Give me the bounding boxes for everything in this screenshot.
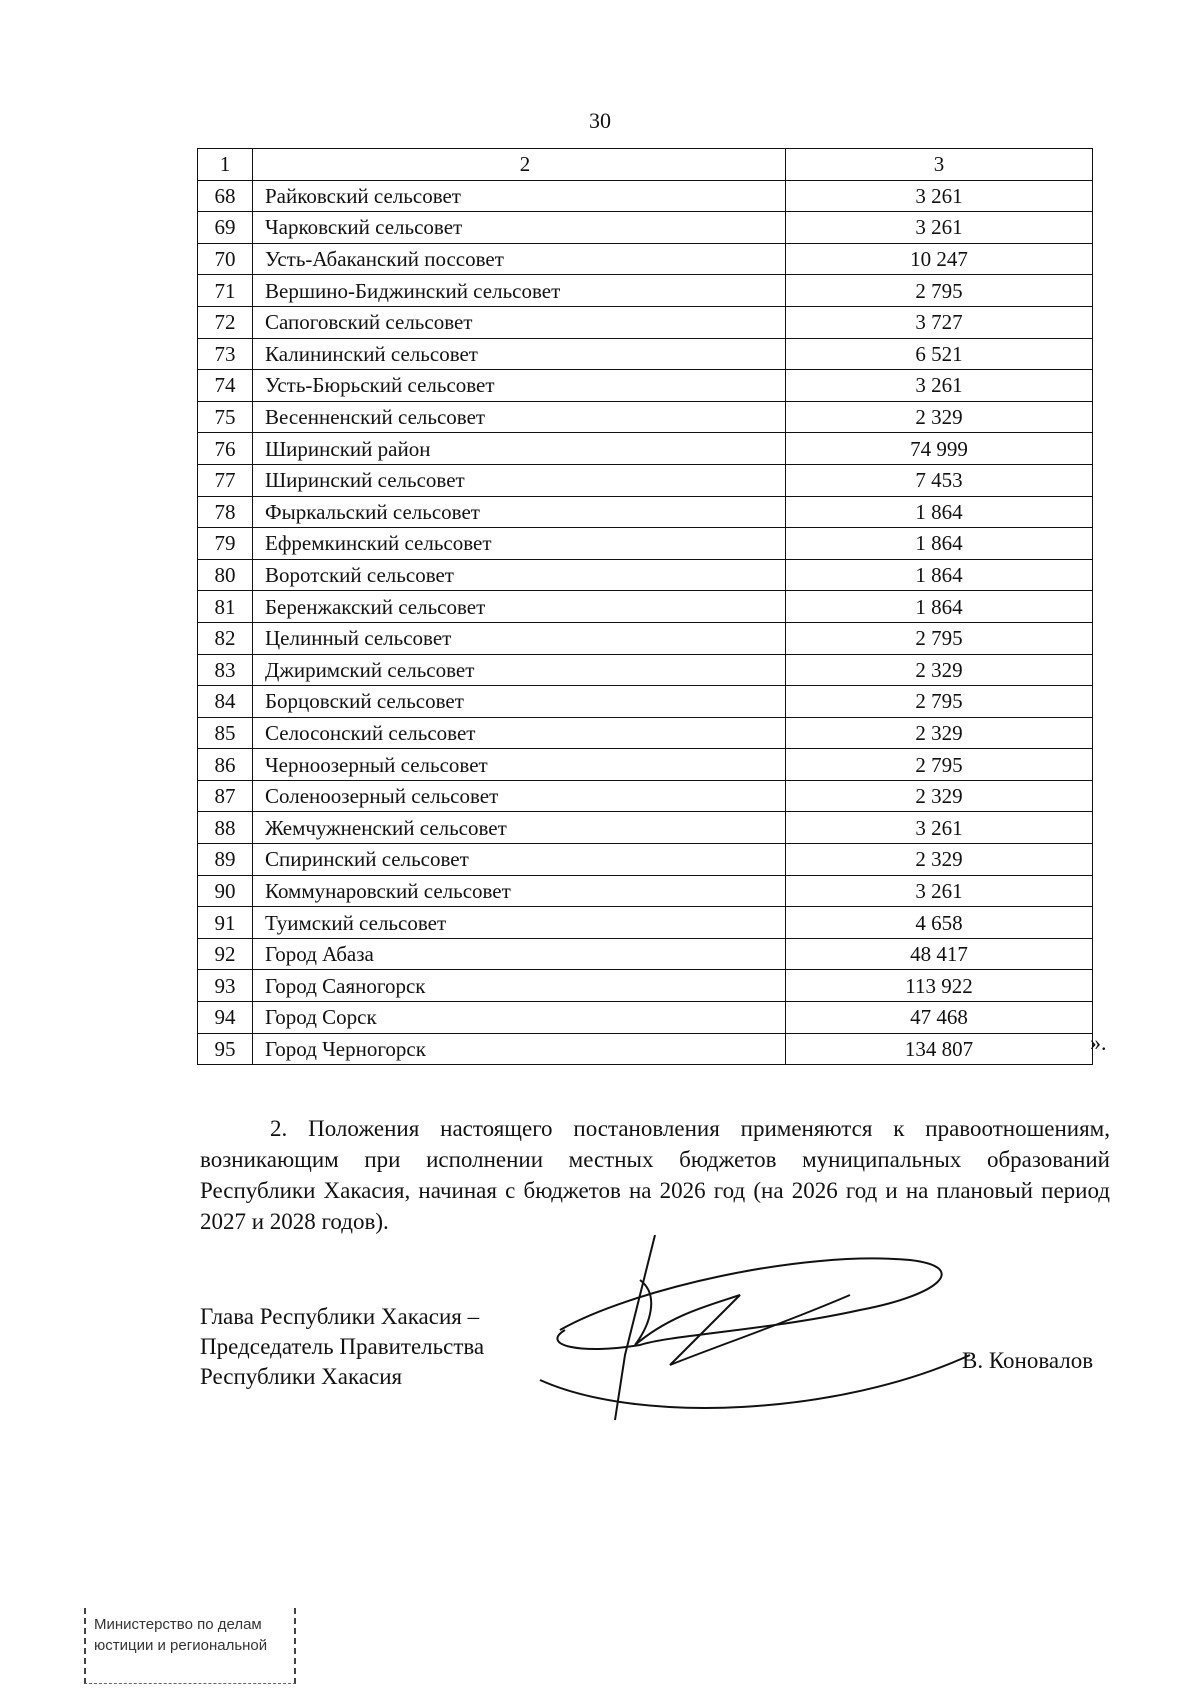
row-value: 113 922 (786, 970, 1093, 1002)
table-row (198, 243, 1093, 275)
row-number: 74 (198, 370, 253, 402)
header-col-2: 2 (253, 149, 786, 181)
table-row (198, 275, 1093, 307)
row-name: Черноозерный сельсовет (253, 749, 786, 781)
row-number: 94 (198, 1002, 253, 1034)
row-name: Ширинский сельсовет (253, 464, 786, 496)
row-number: 86 (198, 749, 253, 781)
row-name: Селосонский сельсовет (253, 717, 786, 749)
table-row (198, 844, 1093, 876)
table-row (198, 306, 1093, 338)
row-number: 95 (198, 1033, 253, 1065)
row-number: 76 (198, 433, 253, 465)
row-value: 2 329 (786, 401, 1093, 433)
row-name: Туимский сельсовет (253, 907, 786, 939)
row-name: Город Черногорск (253, 1033, 786, 1065)
row-name: Город Абаза (253, 938, 786, 970)
header-col-1: 1 (198, 149, 253, 181)
row-number: 79 (198, 528, 253, 560)
row-number: 83 (198, 654, 253, 686)
table-row (198, 1033, 1093, 1065)
table-row (198, 780, 1093, 812)
table-row (198, 875, 1093, 907)
row-number: 75 (198, 401, 253, 433)
row-name: Калининский сельсовет (253, 338, 786, 370)
table-row (198, 528, 1093, 560)
row-number: 77 (198, 464, 253, 496)
row-name: Сапоговский сельсовет (253, 306, 786, 338)
row-value: 47 468 (786, 1002, 1093, 1034)
row-value: 7 453 (786, 464, 1093, 496)
table-row (198, 212, 1093, 244)
row-value: 134 807 (786, 1033, 1093, 1065)
table-row (198, 591, 1093, 623)
row-number: 68 (198, 180, 253, 212)
row-name: Ширинский район (253, 433, 786, 465)
table-row (198, 749, 1093, 781)
row-number: 80 (198, 559, 253, 591)
row-number: 92 (198, 938, 253, 970)
signatory-title (200, 1302, 484, 1392)
table-row (198, 401, 1093, 433)
row-number: 78 (198, 496, 253, 528)
table-row (198, 464, 1093, 496)
row-name: Город Саяногорск (253, 970, 786, 1002)
row-name: Город Сорск (253, 1002, 786, 1034)
row-number: 70 (198, 243, 253, 275)
row-value: 48 417 (786, 938, 1093, 970)
row-number: 87 (198, 780, 253, 812)
row-value: 2 795 (786, 749, 1093, 781)
row-number: 82 (198, 622, 253, 654)
row-number: 88 (198, 812, 253, 844)
table-row (198, 338, 1093, 370)
row-name: Фыркальский сельсовет (253, 496, 786, 528)
row-number: 69 (198, 212, 253, 244)
table-header-row (198, 149, 1093, 181)
page-number: 30 (589, 108, 611, 133)
table-row (198, 717, 1093, 749)
row-value: 3 261 (786, 180, 1093, 212)
row-number: 73 (198, 338, 253, 370)
row-number: 85 (198, 717, 253, 749)
row-name: Ефремкинский сельсовет (253, 528, 786, 560)
table-row (198, 970, 1093, 1002)
row-number: 81 (198, 591, 253, 623)
table-body (198, 180, 1093, 1065)
paragraph-2: 2. Положения настоящего постановления применяются к правоотношениям, возникающим при исполнении местных бюджетов муниципальных образований Республики Хакасия, начиная с бюджетов на 2026 год (на 2026 год и на плановый период 2027 и 2028 годов). (200, 1116, 1110, 1234)
table-row (198, 559, 1093, 591)
table-row (198, 370, 1093, 402)
row-value: 1 864 (786, 559, 1093, 591)
row-value: 3 261 (786, 212, 1093, 244)
row-value: 2 329 (786, 780, 1093, 812)
table-row (198, 812, 1093, 844)
row-value: 2 795 (786, 686, 1093, 718)
row-name: Спиринский сельсовет (253, 844, 786, 876)
row-number: 91 (198, 907, 253, 939)
row-value: 6 521 (786, 338, 1093, 370)
row-value: 10 247 (786, 243, 1093, 275)
row-name: Весенненский сельсовет (253, 401, 786, 433)
row-name: Коммунаровский сельсовет (253, 875, 786, 907)
row-value: 2 329 (786, 654, 1093, 686)
row-value: 3 261 (786, 812, 1093, 844)
row-name: Усть-Бюрьский сельсовет (253, 370, 786, 402)
row-value: 2 795 (786, 622, 1093, 654)
row-name: Чарковский сельсовет (253, 212, 786, 244)
row-number: 93 (198, 970, 253, 1002)
row-name: Воротский сельсовет (253, 559, 786, 591)
row-number: 84 (198, 686, 253, 718)
table-row (198, 938, 1093, 970)
table-row (198, 1002, 1093, 1034)
registration-stamp (84, 1608, 296, 1684)
header-col-3: 3 (786, 149, 1093, 181)
row-name: Целинный сельсовет (253, 622, 786, 654)
signatory-title-line: Глава Республики Хакасия – (200, 1304, 480, 1329)
row-name: Борцовский сельсовет (253, 686, 786, 718)
row-value: 3 261 (786, 370, 1093, 402)
row-name: Райковский сельсовет (253, 180, 786, 212)
table-row (198, 686, 1093, 718)
table-row (198, 907, 1093, 939)
table-row (198, 433, 1093, 465)
signatory-name: В. Коновалов (962, 1348, 1094, 1373)
signatory-title-line: Республики Хакасия (200, 1364, 403, 1389)
row-value: 2 329 (786, 717, 1093, 749)
data-table (197, 148, 1093, 1065)
row-value: 2 795 (786, 275, 1093, 307)
row-name: Соленоозерный сельсовет (253, 780, 786, 812)
row-value: 1 864 (786, 496, 1093, 528)
table-row (198, 622, 1093, 654)
row-name: Усть-Абаканский поссовет (253, 243, 786, 275)
row-number: 89 (198, 844, 253, 876)
table-row (198, 654, 1093, 686)
closing-quote: ». (1090, 1030, 1107, 1055)
row-value: 4 658 (786, 907, 1093, 939)
row-number: 72 (198, 306, 253, 338)
row-value: 74 999 (786, 433, 1093, 465)
row-value: 1 864 (786, 528, 1093, 560)
row-value: 2 329 (786, 844, 1093, 876)
stamp-line: юстиции и региональной (94, 1637, 268, 1654)
row-name: Вершино-Биджинский сельсовет (253, 275, 786, 307)
row-number: 90 (198, 875, 253, 907)
stamp-line: Министерство по делам (94, 1616, 262, 1633)
row-name: Джиримский сельсовет (253, 654, 786, 686)
row-name: Беренжакский сельсовет (253, 591, 786, 623)
row-value: 3 261 (786, 875, 1093, 907)
row-value: 1 864 (786, 591, 1093, 623)
signatory-title-line: Председатель Правительства (200, 1334, 485, 1359)
row-number: 71 (198, 275, 253, 307)
table-row (198, 180, 1093, 212)
row-value: 3 727 (786, 306, 1093, 338)
row-name: Жемчужненский сельсовет (253, 812, 786, 844)
table-row (198, 496, 1093, 528)
handwritten-signature (520, 1235, 980, 1435)
